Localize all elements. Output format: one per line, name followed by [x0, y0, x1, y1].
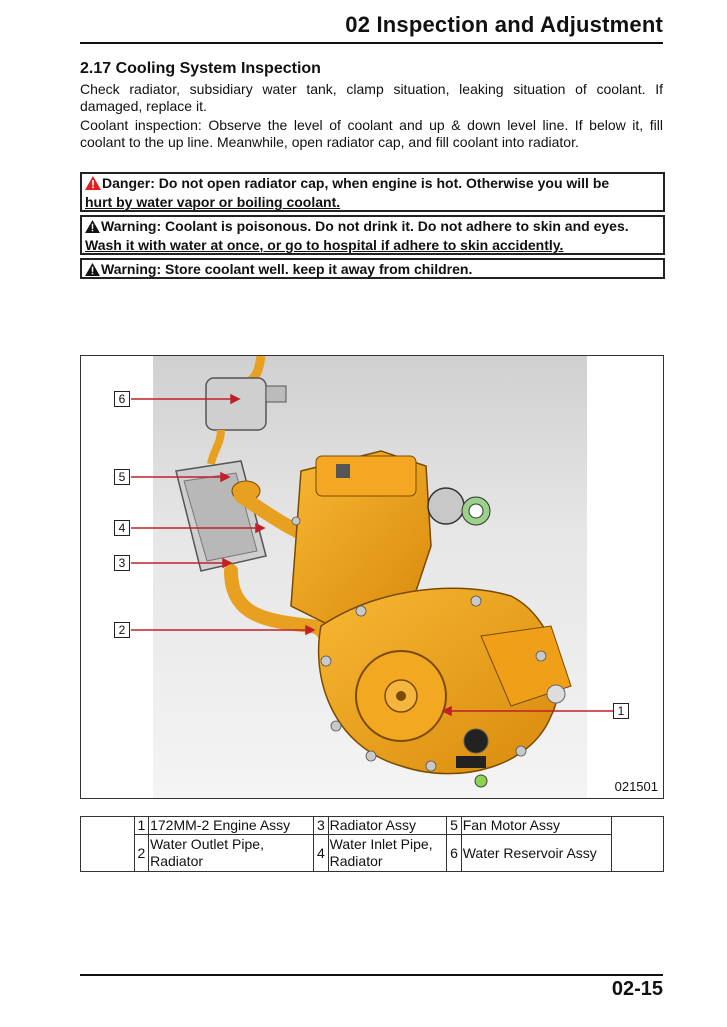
warning-box-storage	[80, 258, 665, 279]
callout-1: 1	[613, 703, 629, 719]
warning-1-text-line-2: Wash it with water at once, or go to hospital if adhere to skin accidently.	[85, 237, 564, 253]
part-number: 2	[134, 834, 148, 871]
danger-icon	[85, 176, 101, 194]
warning-icon	[85, 220, 100, 237]
part-number: 5	[447, 817, 461, 835]
chapter-title: 02 Inspection and Adjustment	[345, 12, 663, 37]
danger-text-line-1: Danger: Do not open radiator cap, when engine is hot. Otherwise you will be	[102, 175, 610, 191]
danger-text-line-2: hurt by water vapor or boiling coolant.	[85, 194, 341, 210]
parts-legend-table	[80, 816, 664, 872]
page-number: 02-15	[611, 978, 663, 1000]
warning-box-poison	[80, 215, 665, 255]
paragraph-coolant: Coolant inspection: Observe the level of coolant and up & down level line. If below it, fill coolant to the up line. Meanwhile, open radiator cap, and fill coolant into radiator.	[80, 117, 663, 150]
danger-box	[80, 172, 665, 212]
warning-2-text: Warning: Store coolant well. keep it away from children.	[101, 261, 473, 277]
figure-code: 021501	[614, 779, 658, 794]
part-name: Fan Motor Assy	[461, 817, 612, 835]
footer-rule	[80, 974, 663, 976]
table-blank-cell	[612, 817, 664, 872]
callout-6: 6	[114, 391, 130, 407]
part-name: 172MM-2 Engine Assy	[149, 817, 314, 835]
table-blank-cell	[81, 817, 135, 872]
engine-illustration	[81, 356, 665, 800]
part-name: Radiator Assy	[328, 817, 447, 835]
part-name: Water Outlet Pipe, Radiator	[149, 834, 314, 871]
header-rule	[80, 42, 663, 44]
paragraph-inspection: Check radiator, subsidiary water tank, clamp situation, leaking situation of coolant. If damaged, replace it.	[80, 81, 663, 114]
callout-5: 5	[114, 469, 130, 485]
part-number: 6	[447, 834, 461, 871]
warning-1-text-line-1: Warning: Coolant is poisonous. Do not drink it. Do not adhere to skin and eyes.	[101, 218, 629, 234]
part-name: Water Reservoir Assy	[461, 834, 612, 871]
warning-icon	[85, 263, 100, 280]
water-reservoir	[206, 378, 266, 430]
part-name: Water Inlet Pipe, Radiator	[328, 834, 447, 871]
engine-figure	[80, 355, 664, 799]
callout-2: 2	[114, 622, 130, 638]
section-heading: 2.17 Cooling System Inspection	[80, 60, 321, 77]
callout-4: 4	[114, 520, 130, 536]
callout-3: 3	[114, 555, 130, 571]
part-number: 4	[314, 834, 328, 871]
part-number: 1	[134, 817, 148, 835]
part-number: 3	[314, 817, 328, 835]
